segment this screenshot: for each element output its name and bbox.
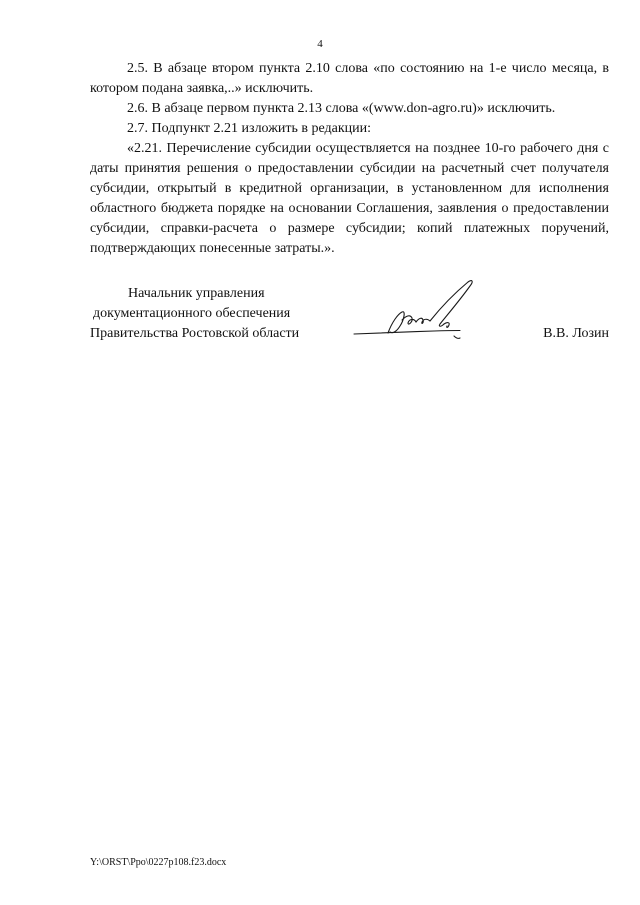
signer-title-line-1: Начальник управления bbox=[128, 286, 265, 301]
paragraph-2-7: 2.7. Подпункт 2.21 изложить в редакции: bbox=[127, 121, 372, 136]
signer-title bbox=[90, 284, 340, 344]
page-number: 4 bbox=[317, 38, 323, 50]
signer-name: В.В. Лозин bbox=[543, 326, 609, 341]
handwritten-signature bbox=[346, 276, 506, 348]
file-path-footer: Y:\ORST\Ppo\0227p108.f23.docx bbox=[90, 857, 227, 868]
signer-title-line-3: Правительства Ростовской области bbox=[90, 326, 300, 341]
signature-block bbox=[90, 284, 609, 354]
document-body bbox=[90, 59, 609, 259]
paragraph-2-6: 2.6. В абзаце первом пункта 2.13 слова «(www.don-agro.ru)» исключить. bbox=[127, 101, 556, 116]
signer-title-line-2: документационного обеспечения bbox=[93, 306, 291, 321]
paragraph-2-21-text: «2.21. Перечисление субсидии осуществляется на позднее 10-го рабочего дня с даты принятия решения о предоставлении субсидии на расчетный счет получателя субсидии, открытый в кредитной организации, в установленном для исполнения областного бюджета порядке на основании Соглашения, заявления о предоставлении субсидии, справки-расчета о размере субсидии; копий платежных поручений, подтверждающих понесенные затраты.». bbox=[90, 141, 609, 256]
paragraph-2-5: 2.5. В абзаце втором пункта 2.10 слова «по состоянию на 1-е число месяца, в котором подана заявка,..» исключить. bbox=[90, 61, 609, 96]
